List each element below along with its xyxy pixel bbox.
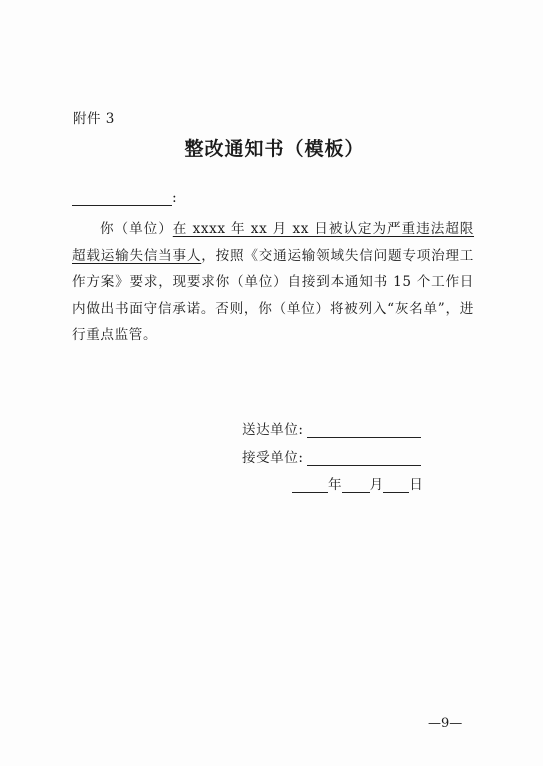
- notice-body: [72, 216, 474, 349]
- body-segment-3: ，按照《交通运输领域失信问题专项治理工作方案》要求，现要求你（单位）自接到本通知书 15 个工作日内做出书面守信承诺。否则，你（单位）将被列入“灰名单”，进行重点监管。: [72, 247, 474, 343]
- year-label: 年: [328, 477, 342, 493]
- month-label: 月: [369, 477, 384, 493]
- receiver-label: 接受单位:: [242, 450, 304, 466]
- month-blank: [342, 478, 370, 493]
- addressee-colon: :: [172, 190, 177, 206]
- attachment-label: 附件 3: [73, 111, 115, 127]
- year-blank: [292, 478, 328, 493]
- sender-label: 送达单位:: [242, 422, 304, 438]
- date-row: [292, 473, 423, 493]
- page-number: —9—: [428, 716, 463, 731]
- notice-paragraph: [72, 216, 474, 349]
- day-label: 日: [409, 477, 423, 493]
- body-segment-underlined: 在 xxxx 年 xx 月 xx 日被认定为严重违法超限超载运输失信当事人: [72, 221, 475, 264]
- day-blank: [383, 478, 409, 493]
- document-title: 整改通知书（模板）: [184, 138, 365, 160]
- sender-blank: [307, 423, 421, 438]
- receiver-blank: [307, 451, 421, 466]
- sender-row: [242, 418, 421, 438]
- addressee-line: [72, 190, 177, 206]
- addressee-blank: [72, 191, 172, 206]
- body-segment-1: 你（单位）: [100, 221, 173, 237]
- receiver-row: [242, 446, 421, 466]
